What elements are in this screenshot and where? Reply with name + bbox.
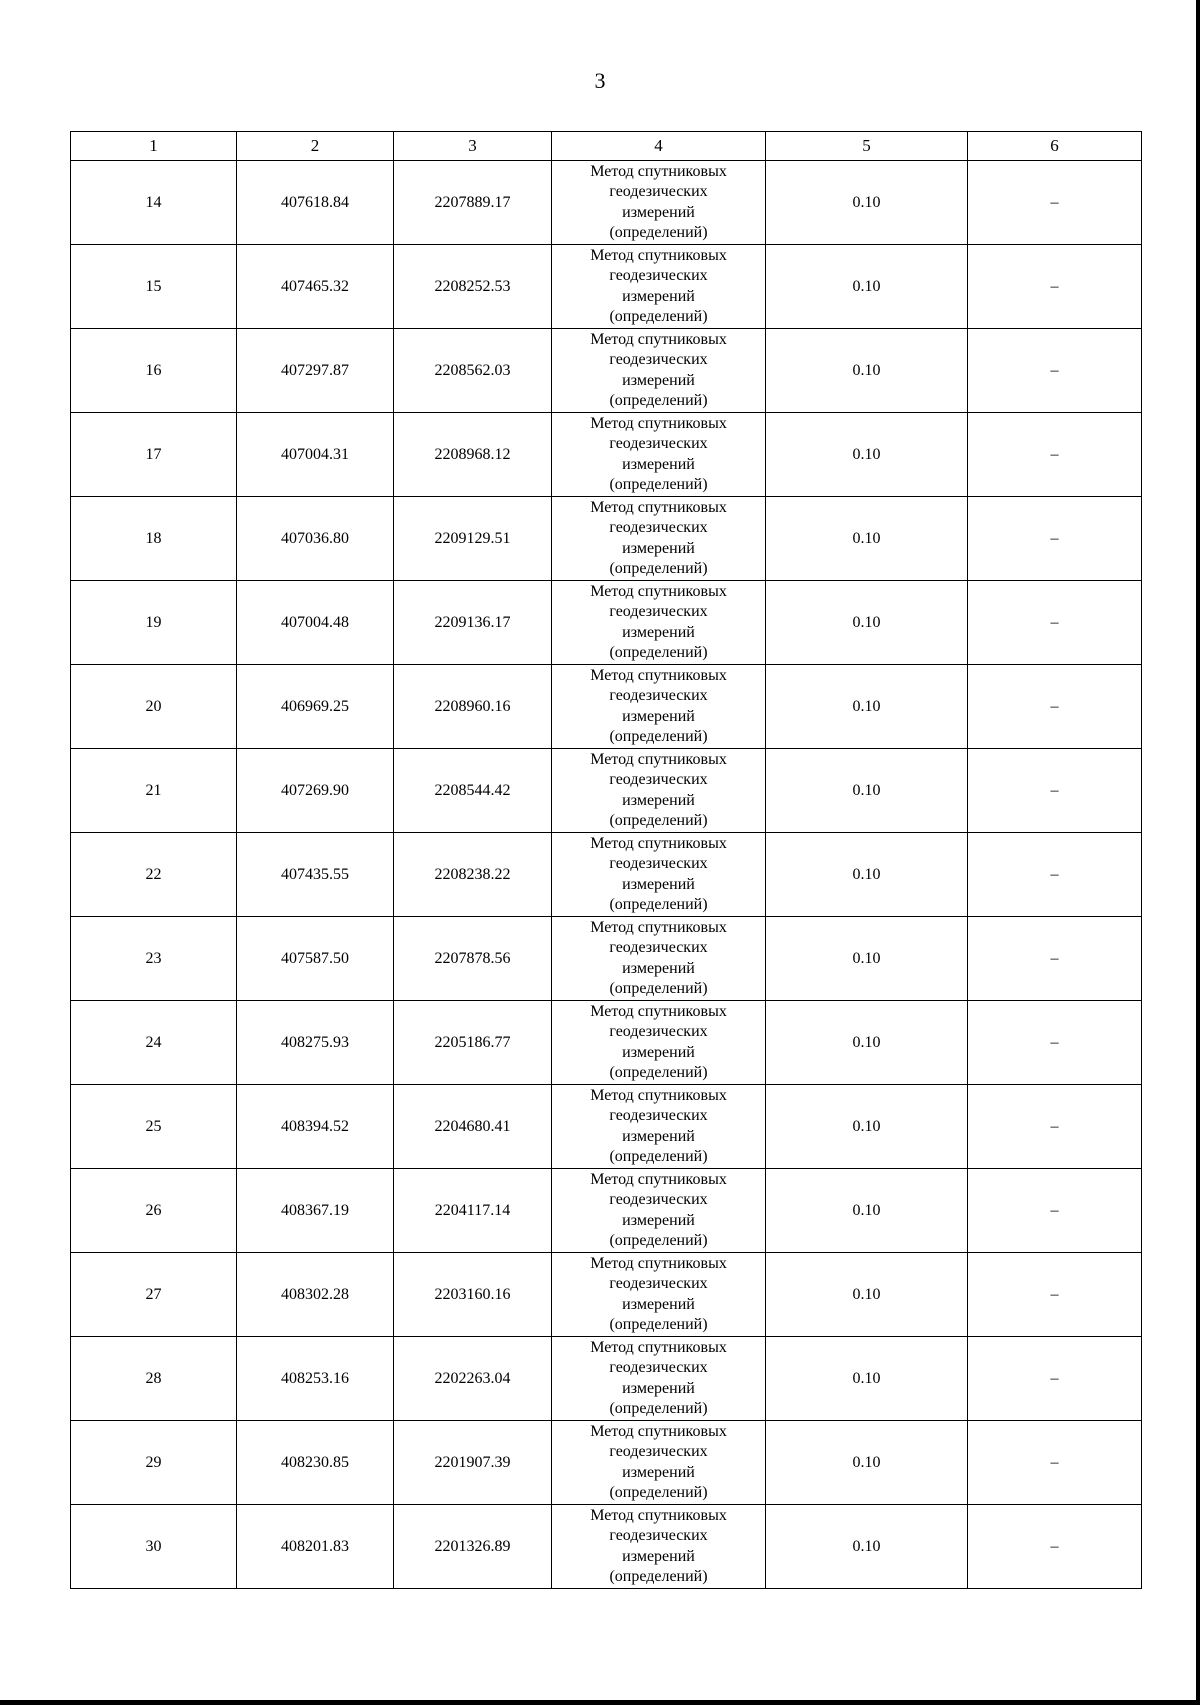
point-number-cell: 22 — [71, 833, 237, 917]
method-line: геодезических — [609, 1443, 708, 1460]
point-number-cell: 29 — [71, 1421, 237, 1505]
method-line: (определений) — [609, 1148, 708, 1165]
method-line: геодезических — [609, 519, 708, 536]
method-line: (определений) — [609, 896, 708, 913]
point-number-cell: 21 — [71, 749, 237, 833]
method-line: измерений — [622, 1463, 695, 1481]
note-cell: – — [968, 581, 1142, 665]
column-header: 6 — [968, 132, 1142, 161]
point-number-cell: 24 — [71, 1001, 237, 1085]
y-coordinate-cell: 2205186.77 — [394, 1001, 552, 1085]
page-number: 3 — [594, 68, 606, 93]
method-line: (определений) — [609, 1064, 708, 1081]
table-row — [71, 1085, 1142, 1169]
method-line: измерений — [622, 875, 695, 893]
method-line: измерений — [622, 1211, 695, 1229]
note-cell: – — [968, 245, 1142, 329]
method-cell — [552, 497, 766, 581]
accuracy-cell: 0.10 — [766, 749, 968, 833]
method-line: (определений) — [609, 1316, 708, 1333]
method-cell — [552, 1253, 766, 1337]
method-line: Метод спутниковых — [590, 666, 727, 684]
method-line: измерений — [622, 203, 695, 221]
accuracy-cell: 0.10 — [766, 1421, 968, 1505]
method-line: Метод спутниковых — [590, 1002, 727, 1020]
y-coordinate-cell: 2208238.22 — [394, 833, 552, 917]
method-cell — [552, 1505, 766, 1589]
note-cell: – — [968, 1169, 1142, 1253]
method-line: Метод спутниковых — [590, 246, 727, 264]
note-cell: – — [968, 749, 1142, 833]
x-coordinate-cell: 407036.80 — [237, 497, 394, 581]
point-number-cell: 20 — [71, 665, 237, 749]
method-line: геодезических — [609, 687, 708, 704]
x-coordinate-cell: 408230.85 — [237, 1421, 394, 1505]
point-number-cell: 19 — [71, 581, 237, 665]
method-cell — [552, 665, 766, 749]
table-row — [71, 161, 1142, 245]
accuracy-cell: 0.10 — [766, 581, 968, 665]
note-cell: – — [968, 1421, 1142, 1505]
method-line: геодезических — [609, 1107, 708, 1124]
accuracy-cell: 0.10 — [766, 833, 968, 917]
method-line: измерений — [622, 959, 695, 977]
method-line: геодезических — [609, 351, 708, 368]
method-cell — [552, 1001, 766, 1085]
y-coordinate-cell: 2202263.04 — [394, 1337, 552, 1421]
accuracy-cell: 0.10 — [766, 1337, 968, 1421]
method-line: измерений — [622, 1547, 695, 1565]
x-coordinate-cell: 408367.19 — [237, 1169, 394, 1253]
x-coordinate-cell: 406969.25 — [237, 665, 394, 749]
note-cell: – — [968, 833, 1142, 917]
accuracy-cell: 0.10 — [766, 329, 968, 413]
y-coordinate-cell: 2201907.39 — [394, 1421, 552, 1505]
y-coordinate-cell: 2209129.51 — [394, 497, 552, 581]
method-line: геодезических — [609, 435, 708, 452]
accuracy-cell: 0.10 — [766, 1253, 968, 1337]
method-line: измерений — [622, 539, 695, 557]
x-coordinate-cell: 407587.50 — [237, 917, 394, 1001]
x-coordinate-cell: 408201.83 — [237, 1505, 394, 1589]
method-line: Метод спутниковых — [590, 582, 727, 600]
y-coordinate-cell: 2208968.12 — [394, 413, 552, 497]
accuracy-cell: 0.10 — [766, 245, 968, 329]
method-line: Метод спутниковых — [590, 834, 727, 852]
x-coordinate-cell: 407269.90 — [237, 749, 394, 833]
method-line: измерений — [622, 1379, 695, 1397]
table-row — [71, 413, 1142, 497]
method-line: геодезических — [609, 1359, 708, 1376]
column-header: 1 — [71, 132, 237, 161]
method-line: измерений — [622, 1295, 695, 1313]
method-cell — [552, 581, 766, 665]
method-line: Метод спутниковых — [590, 1170, 727, 1188]
table-row — [71, 917, 1142, 1001]
table-row — [71, 497, 1142, 581]
method-line: измерений — [622, 1127, 695, 1145]
x-coordinate-cell: 407004.31 — [237, 413, 394, 497]
table-row — [71, 1421, 1142, 1505]
method-line: Метод спутниковых — [590, 330, 727, 348]
note-cell: – — [968, 497, 1142, 581]
y-coordinate-cell: 2201326.89 — [394, 1505, 552, 1589]
note-cell: – — [968, 413, 1142, 497]
note-cell: – — [968, 1001, 1142, 1085]
x-coordinate-cell: 408394.52 — [237, 1085, 394, 1169]
table-row — [71, 749, 1142, 833]
y-coordinate-cell: 2203160.16 — [394, 1253, 552, 1337]
method-line: (определений) — [609, 812, 708, 829]
method-line: измерений — [622, 707, 695, 725]
method-line: Метод спутниковых — [590, 1422, 727, 1440]
method-cell — [552, 1337, 766, 1421]
x-coordinate-cell: 408253.16 — [237, 1337, 394, 1421]
x-coordinate-cell: 407465.32 — [237, 245, 394, 329]
method-line: Метод спутниковых — [590, 162, 727, 180]
method-line: (определений) — [609, 392, 708, 409]
table-row — [71, 1169, 1142, 1253]
point-number-cell: 15 — [71, 245, 237, 329]
y-coordinate-cell: 2209136.17 — [394, 581, 552, 665]
method-line: геодезических — [609, 855, 708, 872]
table-body — [71, 132, 1142, 1589]
method-cell — [552, 1421, 766, 1505]
table-row — [71, 833, 1142, 917]
method-line: (определений) — [609, 1232, 708, 1249]
method-line: геодезических — [609, 603, 708, 620]
table-row — [71, 1253, 1142, 1337]
column-header: 3 — [394, 132, 552, 161]
method-line: геодезических — [609, 939, 708, 956]
method-line: Метод спутниковых — [590, 1254, 727, 1272]
method-line: (определений) — [609, 560, 708, 577]
x-coordinate-cell: 407297.87 — [237, 329, 394, 413]
note-cell: – — [968, 1505, 1142, 1589]
method-line: (определений) — [609, 728, 708, 745]
method-cell — [552, 161, 766, 245]
method-line: геодезических — [609, 1275, 708, 1292]
accuracy-cell: 0.10 — [766, 665, 968, 749]
method-line: (определений) — [609, 224, 708, 241]
method-line: (определений) — [609, 1400, 708, 1417]
method-line: Метод спутниковых — [590, 1506, 727, 1524]
note-cell: – — [968, 1253, 1142, 1337]
method-line: геодезических — [609, 1023, 708, 1040]
column-header: 4 — [552, 132, 766, 161]
table-row — [71, 1505, 1142, 1589]
point-number-cell: 23 — [71, 917, 237, 1001]
point-number-cell: 25 — [71, 1085, 237, 1169]
point-number-cell: 18 — [71, 497, 237, 581]
y-coordinate-cell: 2208562.03 — [394, 329, 552, 413]
method-cell — [552, 749, 766, 833]
method-cell — [552, 329, 766, 413]
method-line: Метод спутниковых — [590, 1086, 727, 1104]
note-cell: – — [968, 161, 1142, 245]
note-cell: – — [968, 917, 1142, 1001]
point-number-cell: 14 — [71, 161, 237, 245]
table-row — [71, 581, 1142, 665]
point-number-cell: 27 — [71, 1253, 237, 1337]
table-row — [71, 665, 1142, 749]
x-coordinate-cell: 407435.55 — [237, 833, 394, 917]
accuracy-cell: 0.10 — [766, 1505, 968, 1589]
table-row — [71, 1001, 1142, 1085]
y-coordinate-cell: 2204680.41 — [394, 1085, 552, 1169]
point-number-cell: 28 — [71, 1337, 237, 1421]
y-coordinate-cell: 2208252.53 — [394, 245, 552, 329]
method-cell — [552, 833, 766, 917]
method-cell — [552, 413, 766, 497]
method-line: Метод спутниковых — [590, 414, 727, 432]
note-cell: – — [968, 329, 1142, 413]
method-line: Метод спутниковых — [590, 918, 727, 936]
accuracy-cell: 0.10 — [766, 1169, 968, 1253]
method-line: измерений — [622, 791, 695, 809]
table-header-row — [71, 132, 1142, 161]
point-number-cell: 16 — [71, 329, 237, 413]
method-line: (определений) — [609, 1484, 708, 1501]
method-line: измерений — [622, 287, 695, 305]
point-number-cell: 26 — [71, 1169, 237, 1253]
x-coordinate-cell: 408275.93 — [237, 1001, 394, 1085]
point-number-cell: 17 — [71, 413, 237, 497]
method-line: Метод спутниковых — [590, 498, 727, 516]
accuracy-cell: 0.10 — [766, 1085, 968, 1169]
table-row — [71, 245, 1142, 329]
method-line: измерений — [622, 1043, 695, 1061]
y-coordinate-cell: 2208544.42 — [394, 749, 552, 833]
x-coordinate-cell: 407004.48 — [237, 581, 394, 665]
x-coordinate-cell: 407618.84 — [237, 161, 394, 245]
method-line: (определений) — [609, 1568, 708, 1585]
method-line: геодезических — [609, 267, 708, 284]
note-cell: – — [968, 1085, 1142, 1169]
method-line: (определений) — [609, 476, 708, 493]
point-number-cell: 30 — [71, 1505, 237, 1589]
method-line: Метод спутниковых — [590, 750, 727, 768]
method-line: (определений) — [609, 308, 708, 325]
method-line: геодезических — [609, 771, 708, 788]
method-line: измерений — [622, 371, 695, 389]
method-line: (определений) — [609, 980, 708, 997]
method-line: Метод спутниковых — [590, 1338, 727, 1356]
method-cell — [552, 245, 766, 329]
coordinates-table — [70, 131, 1142, 1589]
y-coordinate-cell: 2207889.17 — [394, 161, 552, 245]
method-line: геодезических — [609, 1527, 708, 1544]
accuracy-cell: 0.10 — [766, 917, 968, 1001]
method-line: (определений) — [609, 644, 708, 661]
accuracy-cell: 0.10 — [766, 413, 968, 497]
column-header: 2 — [237, 132, 394, 161]
y-coordinate-cell: 2208960.16 — [394, 665, 552, 749]
note-cell: – — [968, 1337, 1142, 1421]
table-row — [71, 329, 1142, 413]
method-cell — [552, 1169, 766, 1253]
method-line: измерений — [622, 455, 695, 473]
y-coordinate-cell: 2207878.56 — [394, 917, 552, 1001]
method-cell — [552, 1085, 766, 1169]
note-cell: – — [968, 665, 1142, 749]
accuracy-cell: 0.10 — [766, 161, 968, 245]
column-header: 5 — [766, 132, 968, 161]
method-line: геодезических — [609, 1191, 708, 1208]
scan-border-bottom — [0, 1700, 1200, 1705]
scan-border-right — [1196, 0, 1200, 1705]
x-coordinate-cell: 408302.28 — [237, 1253, 394, 1337]
method-line: геодезических — [609, 183, 708, 200]
table-row — [71, 1337, 1142, 1421]
y-coordinate-cell: 2204117.14 — [394, 1169, 552, 1253]
method-line: измерений — [622, 623, 695, 641]
accuracy-cell: 0.10 — [766, 1001, 968, 1085]
accuracy-cell: 0.10 — [766, 497, 968, 581]
method-cell — [552, 917, 766, 1001]
